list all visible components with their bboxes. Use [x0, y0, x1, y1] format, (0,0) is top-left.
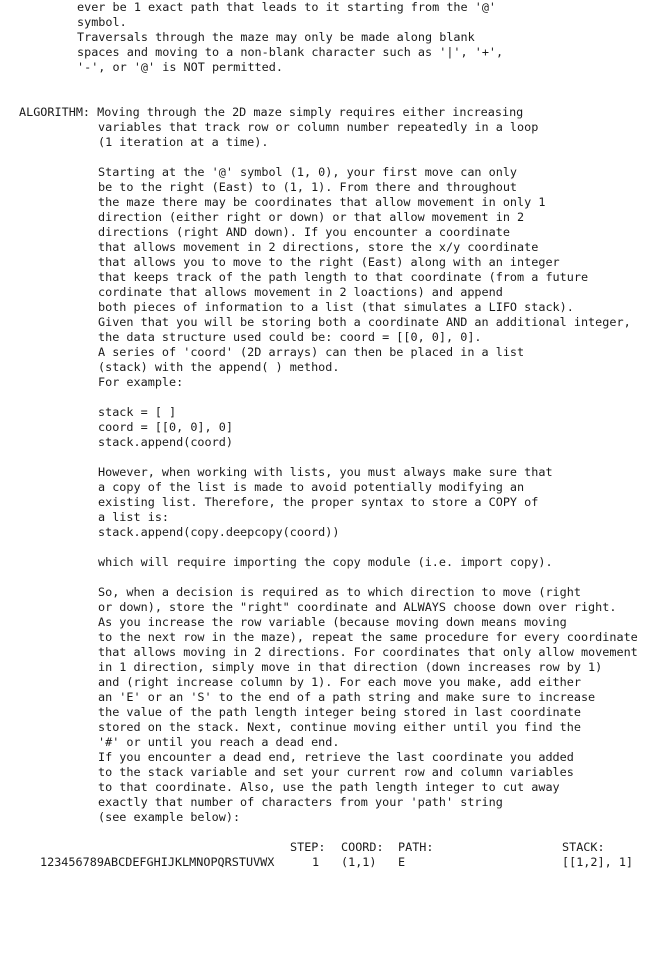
text-line: variables that track row or column number repeatedly in a loop	[98, 120, 539, 134]
text-line: the data structure used could be: coord = [[0, 0], 0].	[98, 330, 482, 344]
code-line: stack.append(copy.deepcopy(coord))	[98, 525, 340, 539]
paragraph-starting-point	[0, 165, 659, 390]
text-line: Given that you will be storing both a coordinate AND an additional integer,	[98, 315, 631, 329]
text-line: an 'E' or an 'S' to the end of a path string and make sure to increase	[98, 690, 596, 704]
text-line: '-', or '@' is NOT permitted.	[77, 60, 283, 74]
algorithm-label: ALGORITHM:	[19, 105, 91, 119]
text-line: which will require importing the copy module (i.e. import copy).	[98, 555, 553, 569]
text-line: As you increase the row variable (because moving down means moving	[98, 615, 567, 629]
text-line: or down), store the "right" coordinate and ALWAYS choose down over right.	[98, 600, 617, 614]
path-header: PATH:	[398, 840, 434, 854]
code-line: stack = [ ]	[98, 405, 177, 419]
paragraph-deepcopy	[0, 465, 659, 540]
text-line: Traversals through the maze may only be made along blank	[77, 30, 475, 44]
text-line: Moving through the 2D maze simply requires either increasing	[97, 105, 524, 119]
trace-table-header	[0, 840, 659, 855]
text-line: in 1 direction, simply move in that direction (down increases row by 1)	[98, 660, 603, 674]
text-line: be to the right (East) to (1, 1). From there and throughout	[98, 180, 518, 194]
step-value: 1	[312, 855, 320, 869]
text-line: a list is:	[98, 510, 170, 524]
coord-value: (1,1)	[341, 855, 377, 869]
algorithm-heading-line	[0, 105, 659, 120]
table-row	[0, 855, 659, 870]
text-line: For example:	[98, 375, 184, 389]
text-line: that allows you to move to the right (East) along with an integer	[98, 255, 560, 269]
text-line: that keeps track of the path length to that coordinate (from a future	[98, 270, 589, 284]
text-line: (see example below):	[98, 810, 241, 824]
column-ruler: 123456789ABCDEFGHIJKLMNOPQRSTUVWX	[40, 855, 275, 869]
text-line: So, when a decision is required as to which direction to move (right	[98, 585, 581, 599]
code-line: coord = [[0, 0], 0]	[98, 420, 233, 434]
text-line: spaces and moving to a non-blank character such as '|', '+',	[77, 45, 504, 59]
text-line: that allows movement in 2 directions, store the x/y coordinate	[98, 240, 539, 254]
text-line: to the next row in the maze), repeat the same procedure for every coordinate	[98, 630, 638, 644]
text-line: If you encounter a dead end, retrieve the last coordinate you added	[98, 750, 574, 764]
trace-table	[0, 840, 659, 870]
text-line: existing list. Therefore, the proper syntax to store a COPY of	[98, 495, 539, 509]
text-line: that allows moving in 2 directions. For coordinates that only allow movement	[98, 645, 638, 659]
text-line: the maze there may be coordinates that allow movement in only 1	[98, 195, 546, 209]
text-line: '#' or until you reach a dead end.	[98, 735, 340, 749]
code-line: stack.append(coord)	[98, 435, 233, 449]
step-header: STEP:	[290, 840, 326, 854]
text-line: A series of 'coord' (2D arrays) can then be placed in a list	[98, 345, 525, 359]
stack-header: STACK:	[562, 840, 605, 854]
text-line: both pieces of information to a list (that simulates a LIFO stack).	[98, 300, 574, 314]
text-line: direction (either right or down) or that allow movement in 2	[98, 210, 525, 224]
stack-value: [[1,2], 1]	[562, 855, 634, 869]
text-line: cordinate that allows movement in 2 loactions) and append	[98, 285, 503, 299]
text-line: the value of the path length integer being stored in last coordinate	[98, 705, 581, 719]
text-line: (stack) with the append( ) method.	[98, 360, 340, 374]
paragraph-direction-rules	[0, 585, 659, 825]
text-line: to that coordinate. Also, use the path length integer to cut away	[98, 780, 560, 794]
text-line: stored on the stack. Next, continue moving either until you find the	[98, 720, 581, 734]
text-line: However, when working with lists, you must always make sure that	[98, 465, 553, 479]
text-line: symbol.	[77, 15, 127, 29]
text-line: Starting at the '@' symbol (1, 0), your first move can only	[98, 165, 518, 179]
text-line: directions (right AND down). If you encounter a coordinate	[98, 225, 510, 239]
text-line: to the stack variable and set your current row and column variables	[98, 765, 574, 779]
coord-header: COORD:	[341, 840, 384, 854]
intro-block	[0, 0, 659, 75]
text-line: a copy of the list is made to avoid potentially modifying an	[98, 480, 525, 494]
text-line: ever be 1 exact path that leads to it starting from the '@'	[77, 0, 497, 14]
code-example	[0, 405, 659, 450]
path-value: E	[398, 855, 406, 869]
algorithm-section	[0, 105, 659, 870]
text-line: (1 iteration at a time).	[98, 135, 269, 149]
text-line: and (right increase column by 1). For each move you make, add either	[98, 675, 581, 689]
text-line: exactly that number of characters from your 'path' string	[98, 795, 503, 809]
